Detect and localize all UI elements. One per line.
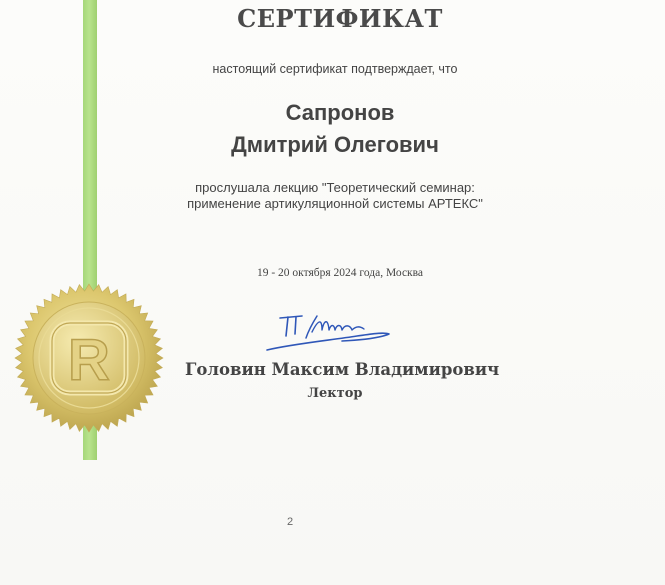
recipient-given-names: Дмитрий Олегович (231, 132, 439, 157)
page-number: 2 (286, 516, 294, 528)
recipient-surname: Сапронов (285, 100, 395, 125)
lecture-description-line1: прослушала лекцию "Теоретический семинар: (195, 180, 475, 195)
certificate-title: СЕРТИФИКАТ (237, 4, 443, 33)
lecturer-name: Головин Максим Владимирович (185, 360, 500, 379)
certificate-subtitle: настоящий сертификат подтверждает, что (212, 62, 458, 76)
lecturer-signature (262, 310, 392, 355)
lecturer-role: Лектор (307, 386, 363, 401)
gold-seal-icon (14, 283, 164, 433)
lecture-description-line2: применение артикуляционной системы АРТЕКС" (187, 196, 483, 211)
date-location: 19 - 20 октября 2024 года, Москва (256, 267, 424, 279)
seal-emblem-letter: R (68, 328, 110, 393)
